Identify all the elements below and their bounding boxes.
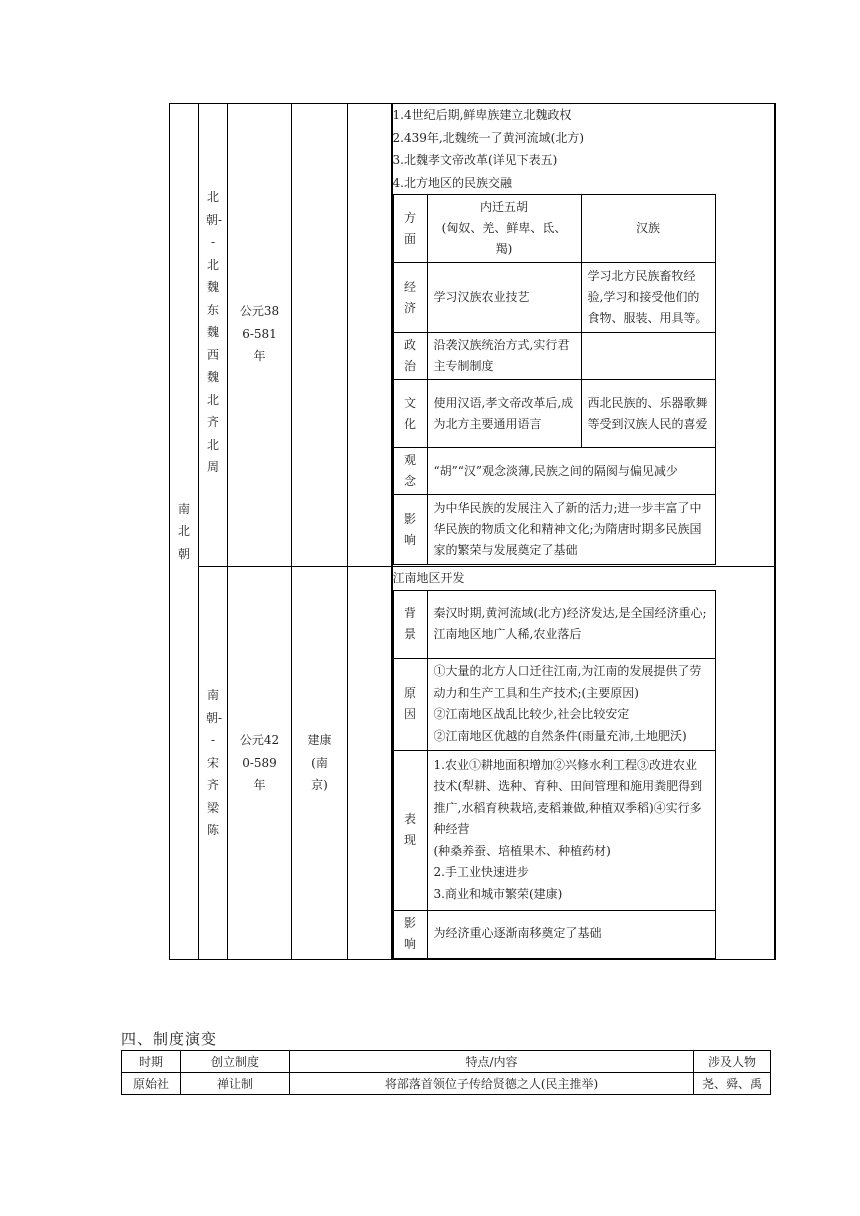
fusion-row-economy-han: 学习北方民族畜牧经验,学习和接受他们的食物、服装、用具等。: [581, 263, 715, 333]
dev-row-impact-text: 为经济重心逐渐南移奠定了基础: [427, 910, 715, 958]
history-table: [169, 103, 776, 960]
row-system: 禅让制: [181, 1073, 290, 1095]
north-capital-cell: [292, 104, 348, 567]
row-content: 将部落首领位子传给贤德之人(民主推举): [290, 1073, 694, 1095]
dev-background-line: 秦汉时期,黄河流域(北方)经济发达,是全国经济重心;: [433, 605, 707, 620]
north-event-2: 2.439年,北魏统一了黄河流域(北方): [392, 130, 585, 145]
north-event-1: 1.4世纪后期,鲜卑族建立北魏政权: [392, 108, 572, 122]
dev-reason-line: ①大量的北方人口迁往江南,为江南的发展提供了劳动力和生产工具和生产技术;(主要原因): [433, 664, 702, 700]
south-blank-cell: [348, 567, 392, 960]
fusion-row-culture-hu: 使用汉语,孝文帝改革后,成为北方主要通用语言: [427, 380, 581, 448]
dev-row-background-text: [427, 590, 715, 658]
dev-reason-line: ②江南地区优越的自然条件(雨量充沛,土地肥沃): [433, 728, 687, 743]
section-title: 四、制度演变: [121, 1030, 218, 1048]
fusion-header-aspect: 方面: [393, 195, 427, 263]
dev-row-background-aspect: 背景: [393, 590, 427, 658]
dev-performance-line: (种桑养蚕、培植果木、种植药材): [433, 843, 611, 858]
fusion-row-economy-aspect: 经济: [393, 263, 427, 333]
north-content-cell: [392, 104, 775, 567]
south-period: 公元420-589年: [239, 733, 280, 792]
dev-row-performance-aspect: 表现: [393, 750, 427, 910]
fusion-row-impact-text: 为中华民族的发展注入了新的活力;进一步丰富了中华民族的物质文化和精神文化;为隋唐时期多民族国家的繁荣与发展奠定了基础: [427, 495, 715, 565]
south-content-cell: [392, 567, 775, 960]
north-name-cell: [199, 104, 228, 567]
dev-row-reason-text: [427, 658, 715, 750]
dev-reason-line: ②江南地区战乱比较少,社会比较安定: [433, 707, 630, 721]
development-table: [393, 590, 716, 959]
dynasty-label: 南北朝: [177, 501, 190, 561]
header-period: 时期: [122, 1051, 181, 1073]
header-people: 涉及人物: [694, 1051, 771, 1073]
dev-row-performance-text: [427, 750, 715, 910]
header-system: 创立制度: [181, 1051, 290, 1073]
south-topic: 江南地区开发: [392, 571, 465, 585]
fusion-row-politics-han: [581, 333, 715, 380]
fusion-row-culture-han: 西北民族的、乐器歌舞等受到汉族人民的喜爱: [581, 380, 715, 448]
fusion-row-economy-hu: 学习汉族农业技艺: [427, 263, 581, 333]
north-period-cell: [228, 104, 292, 567]
dev-performance-line: 3.商业和城市繁荣(建康): [433, 886, 563, 901]
fusion-row-politics-hu: 沿袭汉族统治方式,实行君主专制制度: [427, 333, 581, 380]
north-blank-cell: [348, 104, 392, 567]
fusion-row-impact-aspect: 影响: [393, 495, 427, 565]
row-people: 尧、舜、禹: [694, 1073, 771, 1095]
dev-background-line: 江南地区地广人稀,农业落后: [433, 627, 582, 641]
fusion-row-concept-text: “胡”“汉”观念淡薄,民族之间的隔阂与偏见减少: [427, 448, 715, 495]
south-period-cell: [228, 567, 292, 960]
south-capital: 建康(南京): [307, 733, 332, 792]
header-content: 特点/内容: [290, 1051, 694, 1073]
fusion-row-concept-aspect: 观念: [393, 448, 427, 495]
table-row: [122, 1073, 771, 1095]
dynasty-cell: [170, 104, 199, 960]
north-name: 北朝--北魏东魏西魏北齐北周: [206, 190, 223, 474]
fusion-table: [393, 194, 716, 565]
fusion-row-culture-aspect: 文化: [393, 380, 427, 448]
dev-row-impact-aspect: 影响: [393, 910, 427, 958]
south-capital-cell: [292, 567, 348, 960]
south-name: 南朝--宋齐梁陈: [206, 688, 223, 837]
fusion-header-hu: 内迁五胡 (匈奴、羌、鲜卑、氐、羯): [427, 195, 581, 263]
dev-row-reason-aspect: 原因: [393, 658, 427, 750]
south-name-cell: [199, 567, 228, 960]
fusion-header-han: 汉族: [581, 195, 715, 263]
north-event-3: 3.北魏孝文帝改革(详见下表五): [392, 153, 558, 167]
dev-performance-line: 1.农业①耕地面积增加②兴修水利工程③改进农业技术(犁耕、选种、育种、田间管理和施用粪肥得到推广,水稻育秧栽培,麦稻兼做,种植双季稻)④实行多种经营: [433, 757, 703, 837]
system-evolution-table: [121, 1050, 771, 1095]
dev-performance-line: 2.手工业快速进步: [433, 865, 529, 880]
table-header-row: [122, 1051, 771, 1073]
north-period: 公元386-581年: [239, 304, 280, 363]
fusion-row-politics-aspect: 政治: [393, 333, 427, 380]
row-period: 原始社: [122, 1073, 181, 1095]
north-event-4: 4.北方地区的民族交融: [392, 175, 512, 190]
